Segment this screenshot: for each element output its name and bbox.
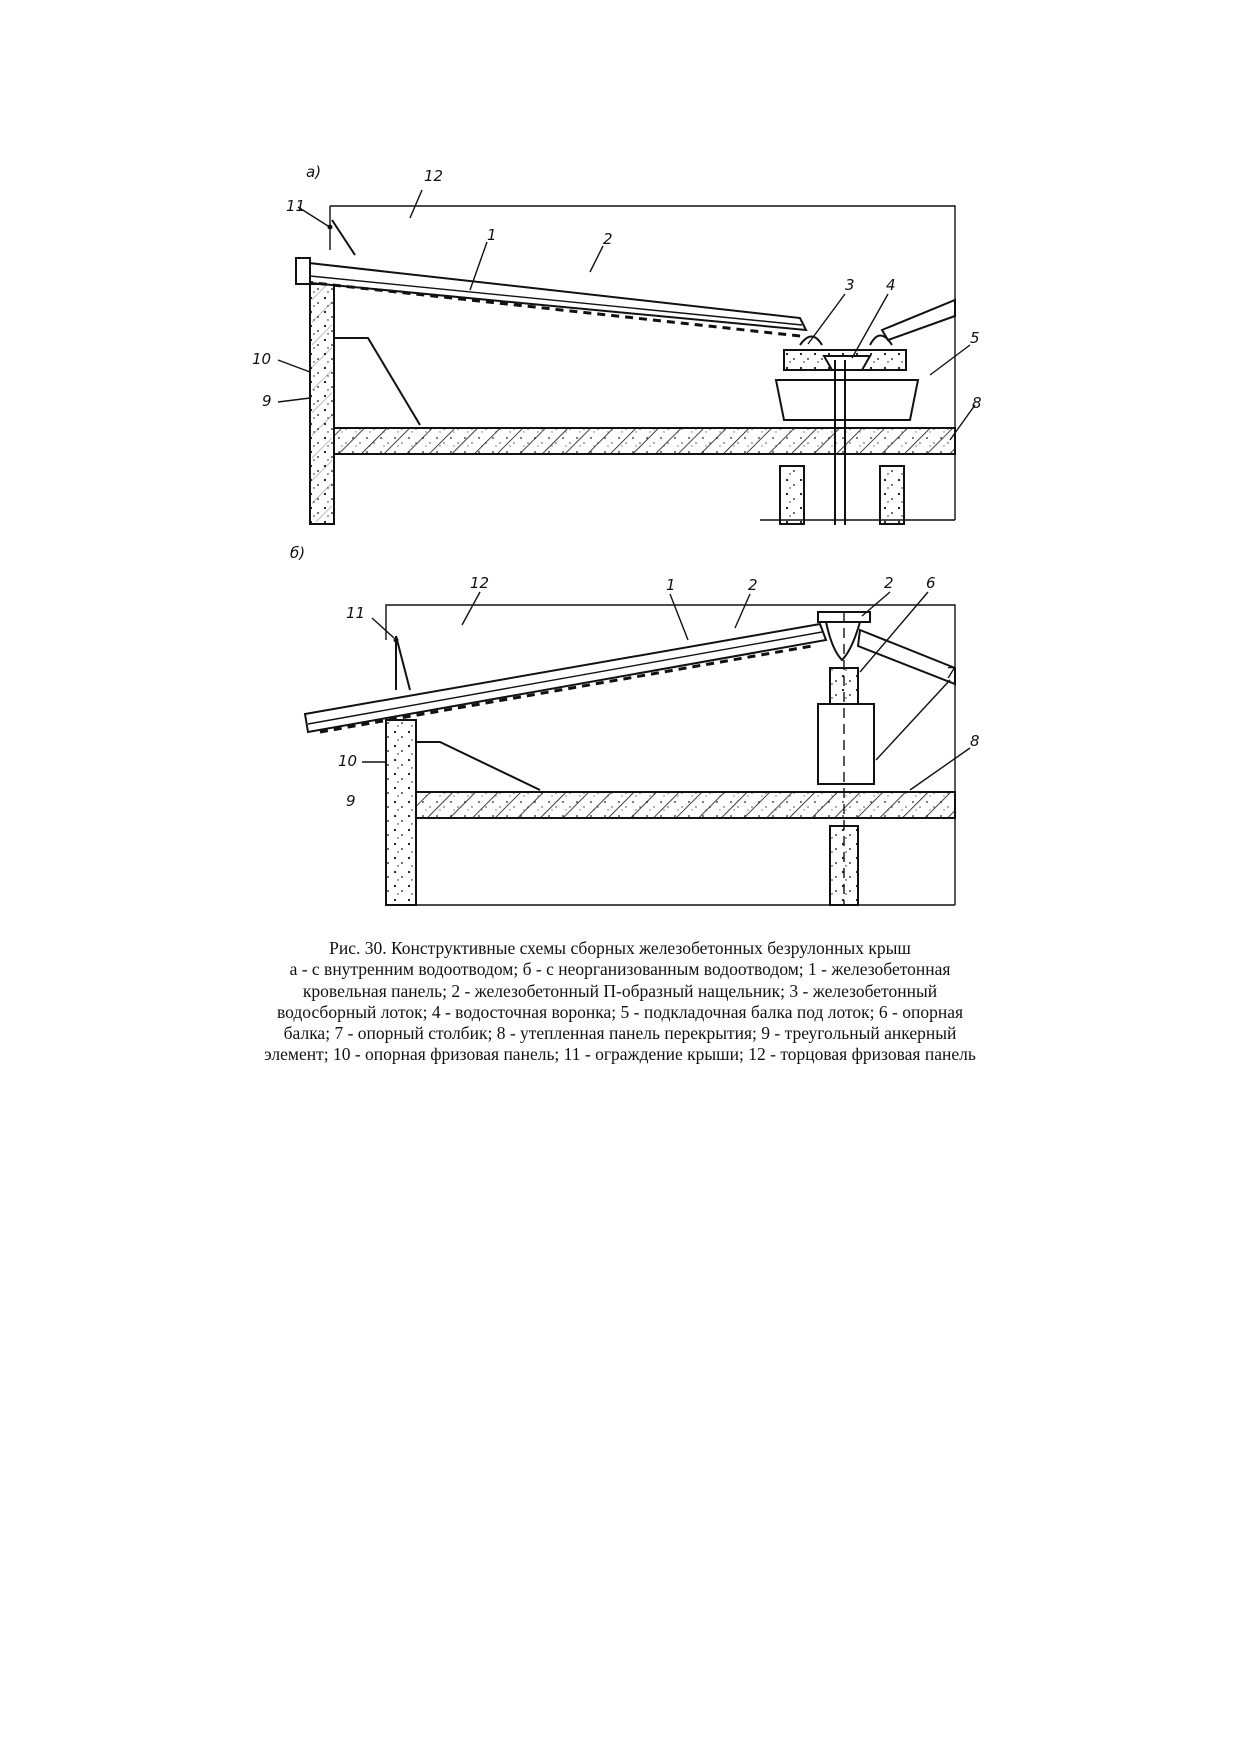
diagram-a-tag: а) xyxy=(306,163,322,181)
label-b-8: 8 xyxy=(970,732,980,750)
label-2: 2 xyxy=(603,230,613,248)
label-b-6: 6 xyxy=(926,574,936,592)
diagram-b xyxy=(290,544,980,905)
drain-funnel xyxy=(824,356,870,370)
support-frieze-panel-b xyxy=(386,720,416,905)
roof-railing-a xyxy=(332,220,355,255)
caption-line: водосборный лоток; 4 - водосточная воронка; 5 - подкладочная балка под лоток; 6 - опорная xyxy=(276,1001,964,1022)
caption-line: кровельная панель; 2 - железобетонный П-образный нащельник; 3 - железобетонный xyxy=(302,980,938,1001)
caption-line: балка; 7 - опорный столбик; 8 - утепленная панель перекрытия; 9 - треугольный анкерный xyxy=(283,1023,957,1044)
label-11: 11 xyxy=(286,197,306,215)
support-post xyxy=(818,704,874,784)
roof-panel-right-a xyxy=(882,300,955,340)
caption-line: а - с внутренним водоотводом; б - с неорганизованным водоотводом; 1 - железобетонная xyxy=(289,959,951,980)
figure-caption xyxy=(160,938,1080,1066)
diagram-a xyxy=(252,163,982,525)
label-b-1: 1 xyxy=(666,576,676,594)
caption-title: Рис. 30. Конструктивные схемы сборных железобетонных безрулонных крыш xyxy=(329,938,911,958)
diagram-b-tag: б) xyxy=(290,544,306,562)
triangular-anchor-a xyxy=(334,338,420,425)
column-a-right xyxy=(880,466,904,524)
label-9: 9 xyxy=(262,392,272,410)
roof-railing-b xyxy=(396,636,410,690)
caption-line: элемент; 10 - опорная фризовая панель; 11 - ограждение крыши; 12 - торцовая фризовая панель xyxy=(264,1044,976,1065)
label-8: 8 xyxy=(972,394,982,412)
underlay-beam xyxy=(776,380,918,420)
label-1: 1 xyxy=(487,226,497,244)
label-4: 4 xyxy=(886,276,896,294)
label-5: 5 xyxy=(970,329,980,347)
label-3: 3 xyxy=(845,276,855,294)
roof-panel-a xyxy=(300,262,806,330)
column-b xyxy=(830,826,858,905)
label-b-2: 2 xyxy=(748,576,758,594)
triangular-anchor-b xyxy=(416,742,540,790)
column-a-left xyxy=(780,466,804,524)
label-b-10: 10 xyxy=(338,752,358,770)
label-b-9: 9 xyxy=(346,792,356,810)
label-b-12: 12 xyxy=(470,574,490,592)
label-12: 12 xyxy=(424,167,444,185)
label-b-2-ridge: 2 xyxy=(884,574,894,592)
label-b-7: 7 xyxy=(946,664,956,682)
label-10: 10 xyxy=(252,350,272,368)
label-b-11: 11 xyxy=(346,604,366,622)
